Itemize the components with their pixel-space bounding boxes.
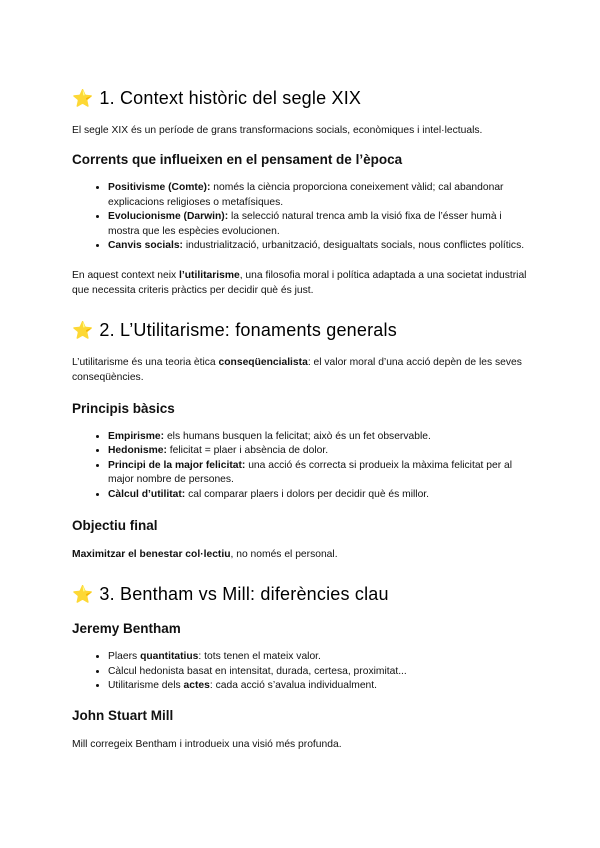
- section-1-subheading: Corrents que influeixen en el pensament de l’època: [72, 152, 403, 167]
- section-2-title: 2. L’Utilitarisme: fonaments generals: [99, 319, 397, 340]
- star-icon: ⭐: [72, 320, 94, 340]
- mill-text: Mill corregeix Bentham i introdueix una visió més profunda.: [72, 738, 342, 750]
- bentham-list: [72, 650, 532, 694]
- list-item: • Utilitarisme dels actes: cada acció s’avalua individualment.: [108, 679, 532, 694]
- star-icon: ⭐: [72, 89, 94, 108]
- objective-text: Maximitzar el benestar col·lectiu, no només el personal.: [72, 549, 338, 560]
- section-3-title: 3. Bentham vs Mill: diferències clau: [99, 584, 389, 604]
- principles-heading: Principis bàsics: [72, 400, 175, 416]
- document-page: [72, 88, 532, 752]
- section-2-heading: [72, 320, 532, 341]
- list-item: • Evolucionisme (Darwin): la selecció natural trenca amb la visió fixa de l’ésser humà i mostra que les espècies evolucionen.: [108, 210, 532, 239]
- star-icon: ⭐: [72, 585, 94, 604]
- list-item: • Càlcul hedonista basat en intensitat, durada, certesa, proximitat...: [108, 665, 532, 680]
- mill-heading: John Stuart Mill: [72, 707, 174, 723]
- list-item: • Hedonisme: felicitat = plaer i absència de dolor.: [108, 444, 532, 459]
- currents-list: [72, 181, 532, 254]
- section-1-intro: El segle XIX és un període de grans transformacions socials, econòmiques i intel·lectuals.: [72, 125, 483, 136]
- principles-list: [72, 430, 532, 503]
- bentham-heading: Jeremy Bentham: [72, 621, 181, 636]
- list-item: • Canvis socials: industrialització, urbanització, desigualtats socials, nous conflictes polítics.: [108, 239, 532, 254]
- objective-heading: Objectiu final: [72, 518, 158, 533]
- section-1-closing: En aquest context neix l’utilitarisme, una filosofia moral i política adaptada a una societat industrial que necessita criteris pràctics per decidir què és just.: [72, 269, 527, 296]
- section-2-intro: L’utilitarisme és una teoria ètica conseqüencialista: el valor moral d’una acció depèn de les seves conseqüències.: [72, 356, 522, 383]
- list-item: • Principi de la major felicitat: una acció és correcta si produeix la màxima felicitat per al major nombre de persones.: [108, 459, 532, 488]
- list-item: • Plaers quantitatius: tots tenen el mateix valor.: [108, 650, 532, 665]
- list-item: • Positivisme (Comte): només la ciència proporciona coneixement vàlid; cal abandonar explicacions religioses o metafísiques.: [108, 181, 532, 210]
- section-3-heading: [72, 584, 532, 605]
- list-item: • Càlcul d’utilitat: cal comparar plaers i dolors per decidir què és millor.: [108, 488, 532, 503]
- section-1-title: 1. Context històric del segle XIX: [99, 88, 362, 108]
- section-1-heading: [72, 88, 532, 109]
- list-item: • Empirisme: els humans busquen la felicitat; això és un fet observable.: [108, 430, 532, 445]
